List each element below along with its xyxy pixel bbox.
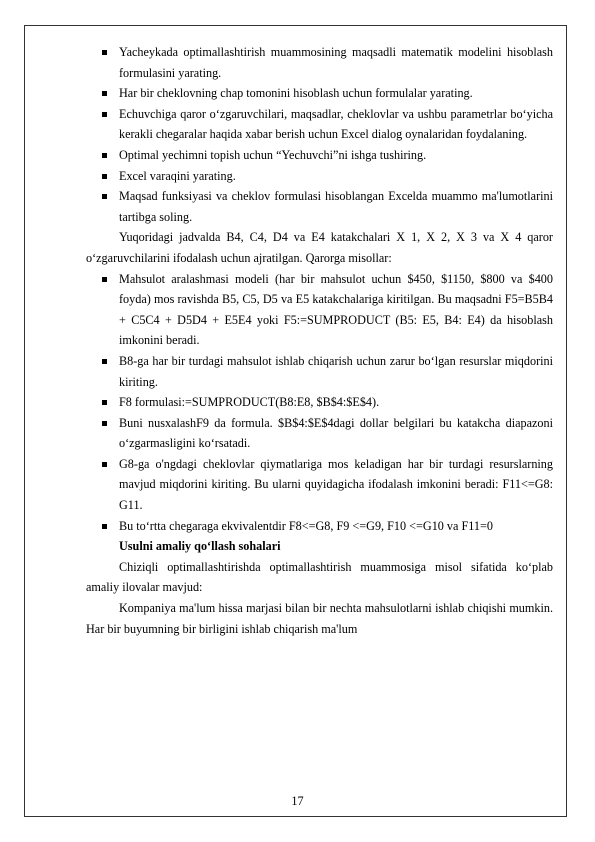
square-bullet-icon xyxy=(102,421,107,426)
paragraph-company-example: Kompaniya ma'lum hissa marjasi bilan bir nechta mahsulotlarni ishlab chiqishi mumkin. Har bir buyumning bir birligini ishlab chiqarish ma'lum xyxy=(86,601,553,636)
page-number: 17 xyxy=(291,794,304,808)
list-item-text: Maqsad funksiyasi va cheklov formulasi hisoblangan Excelda muammo ma'lumotlarini tartibga soling. xyxy=(119,189,553,224)
square-bullet-icon xyxy=(102,153,107,158)
square-bullet-icon xyxy=(102,277,107,282)
list-item-text: Bu to‘rtta chegaraga ekvivalentdir F8<=G8, F9 <=G9, F10 <=G10 va F11=0 xyxy=(119,518,493,533)
list-item-text: Mahsulot aralashmasi modeli (har bir mahsulot uchun $450, $1150, $800 va $400 foyda) mos ravishda B5, C5, D5 va E5 katakchalariga kiritilgan. Bu maqsadni F5=B5B4 + C5C4 + D5D4 + E5E4 yoki F5:=SUMPRODUCT (B5: E5, B4: E4) da hisoblash imkonini beradi. xyxy=(119,271,553,348)
square-bullet-icon xyxy=(102,462,107,467)
square-bullet-icon xyxy=(102,194,107,199)
list-item-text: B8-ga har bir turdagi mahsulot ishlab chiqarish uchun zarur bo‘lgan resurslar miqdorini kiriting. xyxy=(119,353,553,389)
list-item-text: F8 formulasi:=SUMPRODUCT(B8:E8, $B$4:$E$4). xyxy=(119,395,380,410)
list-item xyxy=(86,516,553,537)
square-bullet-icon xyxy=(102,50,107,55)
list-item xyxy=(86,83,553,104)
section-heading: Usulni amaliy qo‘llash sohalari xyxy=(119,539,281,554)
square-bullet-icon xyxy=(102,174,107,179)
list-item xyxy=(86,186,553,227)
list-item xyxy=(86,145,553,166)
list-item-text: Echuvchiga qaror o‘zgaruvchilari, maqsadlar, cheklovlar va ushbu parametrlar bo‘yicha kerakli chegaralar haqida xabar berish uchun Excel dialog oynalaridan foydalaning. xyxy=(119,106,553,142)
square-bullet-icon xyxy=(102,400,107,405)
list-item xyxy=(86,454,553,516)
list-item-text: Optimal yechimni topish uchun “Yechuvchi”ni ishga tushiring. xyxy=(119,147,427,162)
list-item xyxy=(86,166,553,187)
square-bullet-icon xyxy=(102,91,107,96)
square-bullet-icon xyxy=(102,112,107,117)
list-item xyxy=(86,413,553,454)
list-item-text: Har bir cheklovning chap tomonini hisoblash uchun formulalar yarating. xyxy=(119,86,473,101)
list-item xyxy=(86,104,553,145)
paragraph-applications: Chiziqli optimallashtirishda optimallashtirish muammosiga misol sifatida ko‘plab amaliy ilovalar mavjud: xyxy=(86,559,553,595)
list-item xyxy=(86,392,553,413)
list-item xyxy=(86,42,553,83)
square-bullet-icon xyxy=(102,359,107,364)
list-item xyxy=(86,351,553,392)
list-item-text: Buni nusxalashF9 da formula. $B$4:$E$4dagi dollar belgilari bu katakcha diapazoni o‘zgarmasligini ko‘rsatadi. xyxy=(119,415,553,451)
list-item xyxy=(86,269,553,351)
list-item-text: G8-ga o'ngdagi cheklovlar qiymatlariga mos keladigan har bir turdagi resurslarning mavjud miqdorini kiriting. Bu ularni quyidagicha ifodalash imkonini beradi: F11<=G8: G11. xyxy=(119,456,553,513)
list-item-text: Excel varaqini yarating. xyxy=(119,168,236,183)
paragraph-decision-variables: Yuqoridagi jadvalda B4, C4, D4 va E4 katakchalari X 1, X 2, X 3 va X 4 qaror o‘zgaruvchilarini ifodalash uchun ajratilgan. Qarorga misollar: xyxy=(86,230,553,265)
document-body xyxy=(86,42,553,639)
square-bullet-icon xyxy=(102,524,107,529)
list-item-text: Yacheykada optimallashtirish muammosining maqsadli matematik modelini hisoblash formulasini yarating. xyxy=(119,45,553,80)
